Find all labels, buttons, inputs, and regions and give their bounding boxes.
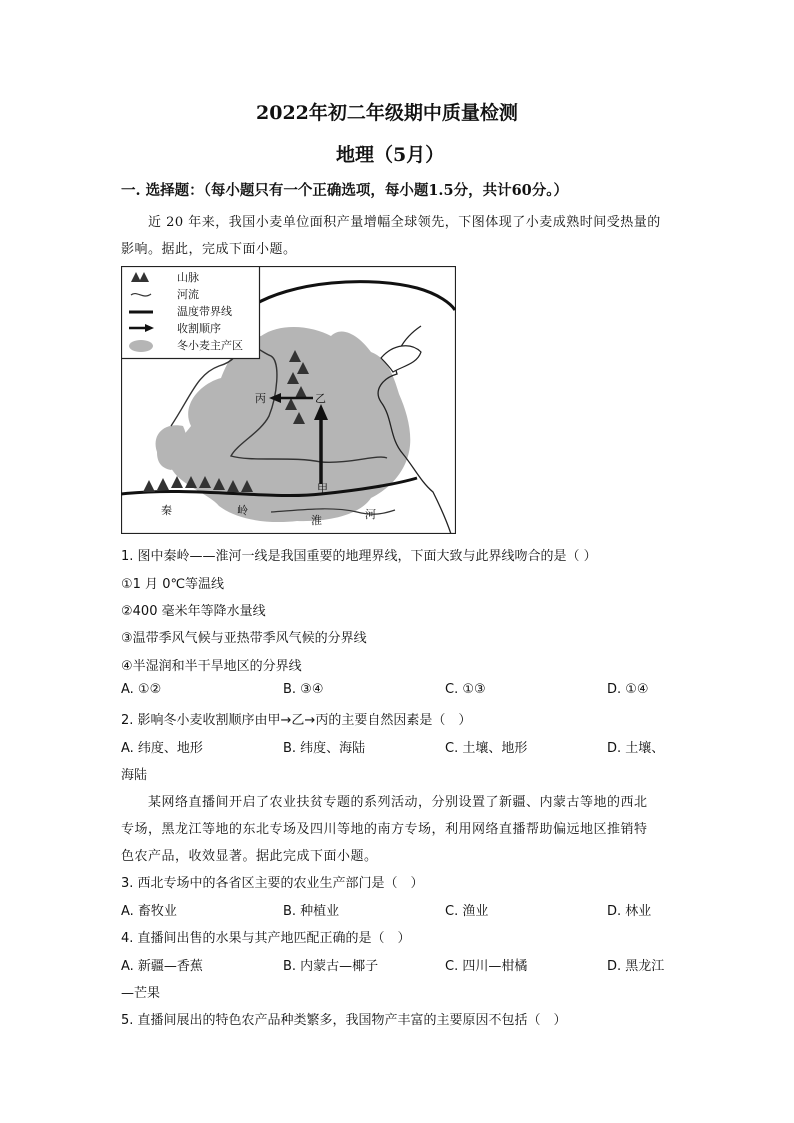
q1-option-c[interactable]: C. ①③ — [445, 682, 486, 697]
passage1-line2: 影响。据此，完成下面小题。 — [121, 242, 297, 257]
label-qin: 秦 — [161, 504, 172, 517]
passage2-line2: 专场，黑龙江等地的东北专场及四川等地的南方专场，利用网络直播帮助偏远地区推销特 — [121, 822, 648, 837]
wheat-harvest-map — [121, 266, 456, 534]
q4-option-a[interactable]: A. 新疆—香蕉 — [121, 959, 203, 974]
legend-boundary: 温度带界线 — [177, 305, 232, 318]
q2-option-c[interactable]: C. 土壤、地形 — [445, 741, 528, 756]
legend-river: 河流 — [177, 288, 199, 301]
q3-option-d[interactable]: D. 林业 — [607, 904, 652, 919]
legend-wheat: 冬小麦主产区 — [177, 339, 243, 352]
legend-mountain: 山脉 — [177, 271, 199, 284]
q1-option-a[interactable]: A. ①② — [121, 682, 162, 697]
q3-option-b[interactable]: B. 种植业 — [283, 904, 340, 919]
map-legend — [122, 267, 260, 359]
q2-option-a[interactable]: A. 纬度、地形 — [121, 741, 203, 756]
label-huai: 淮 — [311, 514, 322, 527]
q1-stem: 1. 图中秦岭——淮河一线是我国重要的地理界线，下面大致与此界线吻合的是（ ） — [121, 549, 597, 564]
passage2-line1: 某网络直播间开启了农业扶贫专题的系列活动，分别设置了新疆、内蒙古等地的西北 — [148, 795, 648, 810]
page-subtitle: 地理（5月） — [336, 144, 445, 166]
q4-option-b[interactable]: B. 内蒙古—椰子 — [283, 959, 379, 974]
label-yi: 乙 — [315, 392, 326, 405]
q2-stem: 2. 影响冬小麦收割顺序由甲→乙→丙的主要自然因素是（ ） — [121, 713, 472, 728]
legend-harvest: 收割顺序 — [177, 322, 221, 335]
q1-statement-3: ③温带季风气候与亚热带季风气候的分界线 — [121, 631, 367, 646]
passage1-line1: 近 20 年来，我国小麦单位面积产量增幅全球领先，下图体现了小麦成熟时间受热量的 — [148, 215, 661, 230]
q4-option-c[interactable]: C. 四川—柑橘 — [445, 959, 528, 974]
q5-stem: 5. 直播间展出的特色农产品种类繁多，我国物产丰富的主要原因不包括（ ） — [121, 1013, 567, 1028]
label-jia: 甲 — [317, 482, 328, 495]
q2-option-d-wrap: 海陆 — [121, 768, 148, 783]
q1-statement-1: ①1 月 0℃等温线 — [121, 577, 225, 592]
q1-option-b[interactable]: B. ③④ — [283, 682, 324, 697]
q1-statement-4: ④半湿润和半干旱地区的分界线 — [121, 659, 302, 674]
legend-wheat-icon — [129, 340, 153, 352]
q1-statement-2: ②400 毫米年等降水量线 — [121, 604, 266, 619]
q4-stem: 4. 直播间出售的水果与其产地匹配正确的是（ ） — [121, 931, 411, 946]
q4-option-d[interactable]: D. 黑龙江 — [607, 959, 665, 974]
q2-option-d[interactable]: D. 土壤、 — [607, 741, 665, 756]
passage2-line3: 色农产品，收效显著。据此完成下面小题。 — [121, 849, 378, 864]
section-heading: 一. 选择题：（每小题只有一个正确选项，每小题1.5分，共计60分。） — [121, 182, 568, 199]
q3-stem: 3. 西北专场中的各省区主要的农业生产部门是（ ） — [121, 876, 424, 891]
q3-option-a[interactable]: A. 畜牧业 — [121, 904, 177, 919]
label-he: 河 — [365, 508, 376, 521]
page-title: 2022年初二年级期中质量检测 — [256, 102, 518, 124]
q3-option-c[interactable]: C. 渔业 — [445, 904, 489, 919]
label-ling: 岭 — [237, 504, 248, 517]
q2-option-b[interactable]: B. 纬度、海陆 — [283, 741, 366, 756]
q4-option-d-wrap: —芒果 — [121, 986, 161, 1001]
label-bing: 丙 — [255, 392, 266, 405]
q1-option-d[interactable]: D. ①④ — [607, 682, 649, 697]
